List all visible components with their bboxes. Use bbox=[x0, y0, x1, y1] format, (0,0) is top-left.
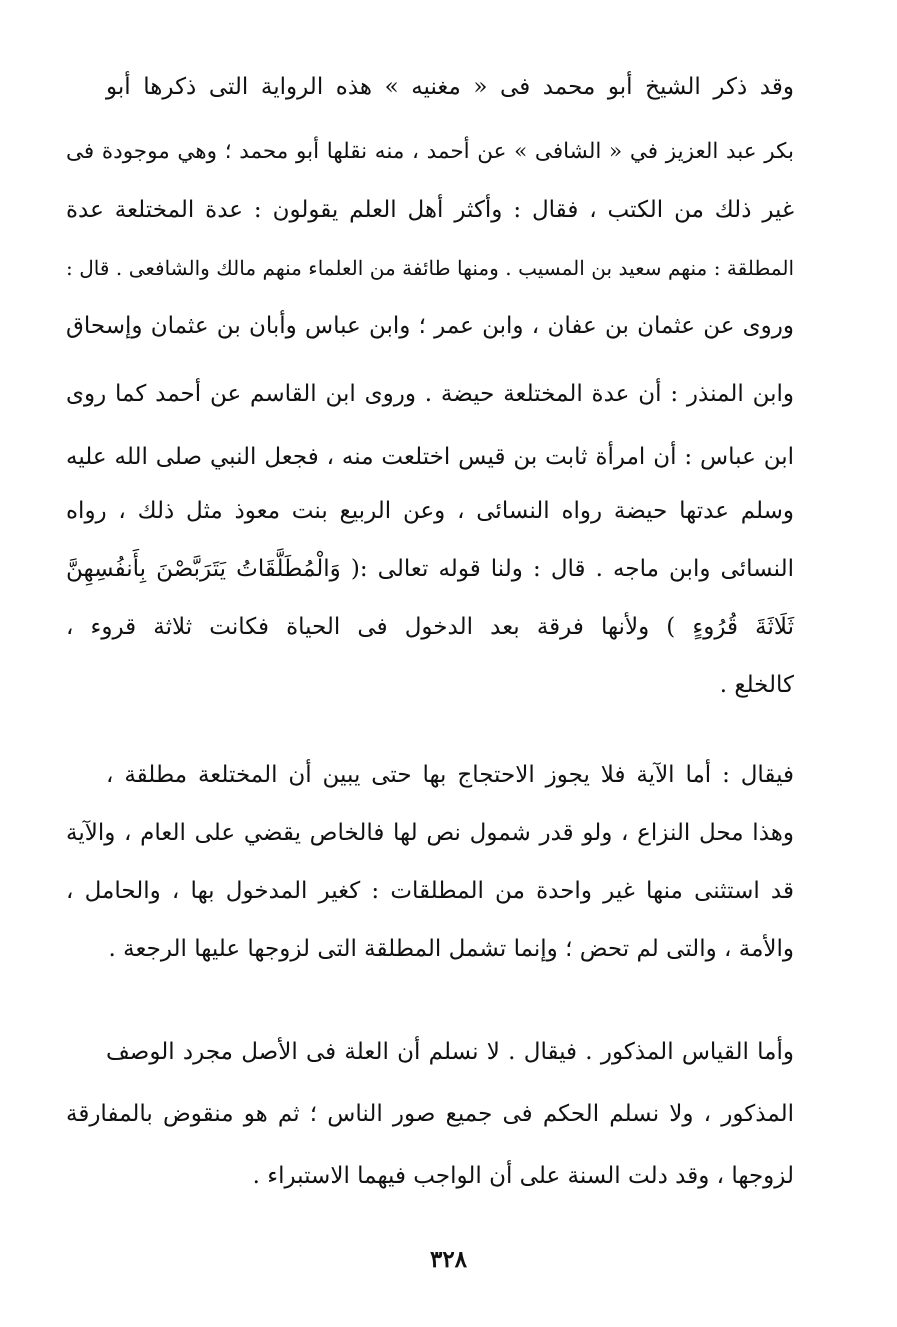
text-line: وقد ذكر الشيخ أبو محمد فى « مغنيه » هذه الرواية التى ذكرها أبو bbox=[106, 74, 794, 100]
text-line: وسلم عدتها حيضة رواه النسائى ، وعن الربيع بنت معوذ مثل ذلك ، رواه bbox=[66, 498, 794, 524]
text-line: ابن عباس : أن امرأة ثابت بن قيس اختلعت منه ، فجعل النبي صلى الله عليه bbox=[66, 444, 794, 470]
text-line: بكر عبد العزيز في « الشافى » عن أحمد ، منه نقلها أبو محمد ؛ وهي موجودة فى bbox=[66, 139, 794, 164]
paragraph-2 bbox=[66, 746, 794, 986]
text-line: لزوجها ، وقد دلت السنة على أن الواجب فيهما الاستبراء . bbox=[252, 1163, 794, 1189]
text-line: والأمة ، والتى لم تحض ؛ وإنما تشمل المطلقة التى لزوجها عليها الرجعة . bbox=[108, 936, 794, 962]
text-line: ثَلَاثَةَ قُرُوءٍ ) ولأنها فرقة بعد الدخول فى الحياة فكانت ثلاثة قروء ، bbox=[66, 614, 794, 640]
text-line: المذكور ، ولا نسلم الحكم فى جميع صور الناس ؛ ثم هو منقوض بالمفارقة bbox=[66, 1101, 794, 1127]
text-line: وروى عن عثمان بن عفان ، وابن عمر ؛ وابن عباس وأبان بن عثمان وإسحاق bbox=[66, 313, 794, 339]
text-line: وأما القياس المذكور . فيقال . لا نسلم أن العلة فى الأصل مجرد الوصف bbox=[106, 1039, 794, 1065]
paragraph-3 bbox=[66, 1023, 794, 1203]
text-line: وهذا محل النزاع ، ولو قدر شمول نص لها فالخاص يقضي على العام ، والآية bbox=[66, 820, 794, 846]
text-line: كالخلع . bbox=[719, 672, 794, 698]
paragraph-1 bbox=[66, 58, 794, 718]
text-line: النسائى وابن ماجه . قال : ولنا قوله تعالى :( وَالْمُطَلَّقَاتُ يَتَرَبَّصْنَ بِأَنفُسِهِنَّ bbox=[66, 556, 794, 582]
page-number: ٣٢٨ bbox=[429, 1246, 468, 1273]
text-line: فيقال : أما الآية فلا يجوز الاحتجاج بها حتى يبين أن المختلعة مطلقة ، bbox=[106, 762, 794, 788]
text-line: وابن المنذر : أن عدة المختلعة حيضة . وروى ابن القاسم عن أحمد كما روى bbox=[66, 381, 794, 407]
text-line: المطلقة : منهم سعيد بن المسيب . ومنها طائفة من العلماء منهم مالك والشافعى . قال : bbox=[66, 256, 794, 280]
text-line: قد استثنى منها غير واحدة من المطلقات : كغير المدخول بها ، والحامل ، bbox=[66, 878, 794, 904]
text-line: غير ذلك من الكتب ، فقال : وأكثر أهل العلم يقولون : عدة المختلعة عدة bbox=[66, 197, 794, 223]
